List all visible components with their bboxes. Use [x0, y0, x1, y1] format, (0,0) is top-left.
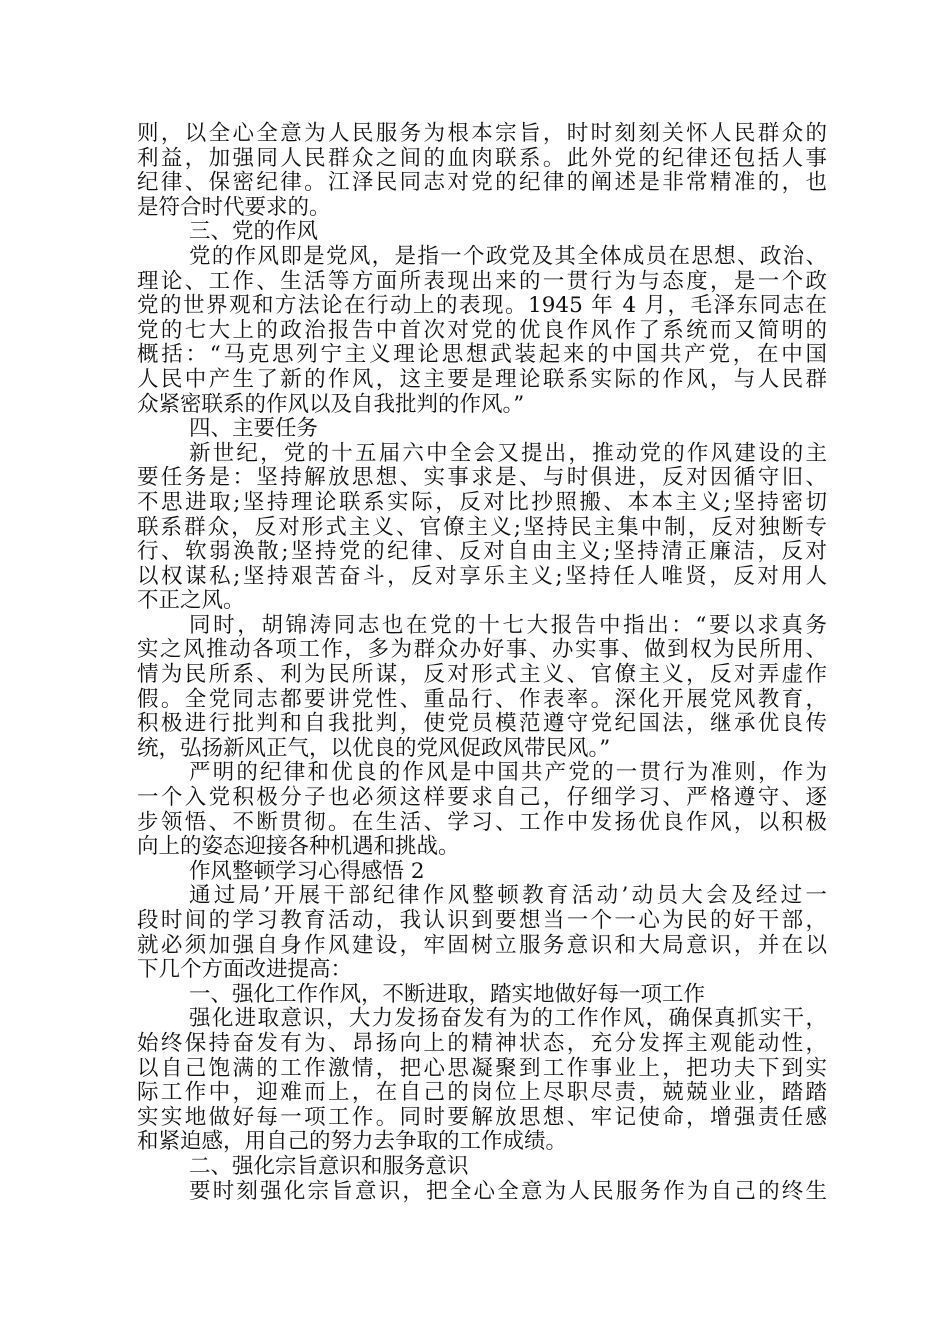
- text-line: 严明的纪律和优良的作风是中国共产党的一贯行为准则，作为: [189, 760, 827, 786]
- text-line: 利益，加强同人民群众之间的血肉联系。此外党的纪律还包括人事: [137, 145, 827, 171]
- text-line: 始终保持奋发有为、昂扬向上的精神状态，充分发挥主观能动性，: [137, 1030, 827, 1056]
- text-line: 下几个方面改进提高：: [137, 957, 353, 983]
- text-line: 行、软弱涣散;坚持党的纪律、反对自由主义;坚持清正廉洁，反对: [137, 539, 827, 565]
- text-line: 就必须加强自身作风建设，牢固树立服务意识和大局意识，并在以: [137, 932, 827, 958]
- text-line: 党的世界观和方法论在行动上的表现。1945 年 4 月，毛泽东同志在: [137, 293, 827, 319]
- text-line: 党的作风即是党风，是指一个政党及其全体成员在思想、政治、: [189, 243, 827, 269]
- text-line: 二、强化宗旨意识和服务意识: [189, 1153, 469, 1179]
- text-line: 党的七大上的政治报告中首次对党的优良作风作了系统而又简明的: [137, 317, 827, 343]
- text-line: 一、强化工作作风，不断进取，踏实地做好每一项工作: [189, 981, 706, 1007]
- text-line: 人民中产生了新的作风，这主要是理论联系实际的作风，与人民群: [137, 366, 827, 392]
- text-line: 际工作中，迎难而上，在自己的岗位上尽职尽责，兢兢业业，踏踏: [137, 1080, 827, 1106]
- text-line: 步领悟、不断贯彻。在生活、学习、工作中发扬优良作风，以积极: [137, 809, 827, 835]
- text-line: 实实地做好每一项工作。同时要解放思想、牢记使命，增强责任感: [137, 1104, 827, 1130]
- text-line: 理论、工作、生活等方面所表现出来的一贯行为与态度，是一个政: [137, 268, 827, 294]
- text-line: 实之风推动各项工作，多为群众办好事、办实事、做到权为民所用、: [137, 637, 827, 663]
- text-line: 作风整顿学习心得感悟 2: [189, 858, 425, 884]
- text-line: 积极进行批判和自我批判，使党员模范遵守党纪国法，继承优良传: [137, 711, 827, 737]
- text-line: 和紧迫感，用自己的努力去争取的工作成绩。: [137, 1129, 568, 1155]
- text-line: 要时刻强化宗旨意识，把全心全意为人民服务作为自己的终生: [189, 1178, 827, 1204]
- text-line: 通过局’开展干部纪律作风整顿教育活动’动员大会及经过一: [189, 883, 827, 909]
- text-line: 同时，胡锦涛同志也在党的十七大报告中指出：“要以求真务: [189, 612, 827, 638]
- text-line: 三、党的作风: [189, 219, 319, 245]
- text-line: 以自己饱满的工作激情，把心思凝聚到工作事业上，把功夫下到实: [137, 1055, 827, 1081]
- text-line: 不思进取;坚持理论联系实际，反对比抄照搬、本本主义;坚持密切: [137, 489, 827, 515]
- text-line: 纪律、保密纪律。江泽民同志对党的纪律的阐述是非常精准的，也: [137, 170, 827, 196]
- text-line: 一个入党积极分子也必须这样要求自己，仔细学习、严格遵守、逐: [137, 785, 827, 811]
- text-line: 不正之风。: [137, 588, 245, 614]
- text-line: 则，以全心全意为人民服务为根本宗旨，时时刻刻关怀人民群众的: [137, 121, 827, 146]
- text-line: 假。全党同志都要讲党性、重品行、作表率。深化开展党风教育，: [137, 686, 827, 712]
- text-line: 众紧密联系的作风以及自我批判的作风。”: [137, 391, 525, 417]
- document-body: [137, 122, 827, 1204]
- text-line: 强化进取意识，大力发扬奋发有为的工作作风，确保真抓实干，: [189, 1006, 827, 1032]
- text-line: 四、主要任务: [189, 416, 319, 442]
- text-line: 概括：“马克思列宁主义理论思想武装起来的中国共产党，在中国: [137, 342, 827, 368]
- text-line: 向上的姿态迎接各种机遇和挑战。: [137, 834, 460, 860]
- text-line: 统，弘扬新风正气，以优良的党风促政风带民风。”: [137, 735, 611, 761]
- text-line: 以权谋私;坚持艰苦奋斗，反对享乐主义;坚持任人唯贤，反对用人: [137, 563, 827, 589]
- text-line: 情为民所系、利为民所谋，反对形式主义、官僚主义，反对弄虚作: [137, 662, 827, 688]
- text-line: 要任务是：坚持解放思想、实事求是、与时俱进，反对因循守旧、: [137, 465, 827, 491]
- text-line: 联系群众，反对形式主义、官僚主义;坚持民主集中制，反对独断专: [137, 514, 827, 540]
- text-line: 是符合时代要求的。: [137, 194, 331, 220]
- text-line: 新世纪，党的十五届六中全会又提出，推动党的作风建设的主: [189, 440, 827, 466]
- text-line: 段时间的学习教育活动，我认识到要想当一个一心为民的好干部，: [137, 908, 827, 933]
